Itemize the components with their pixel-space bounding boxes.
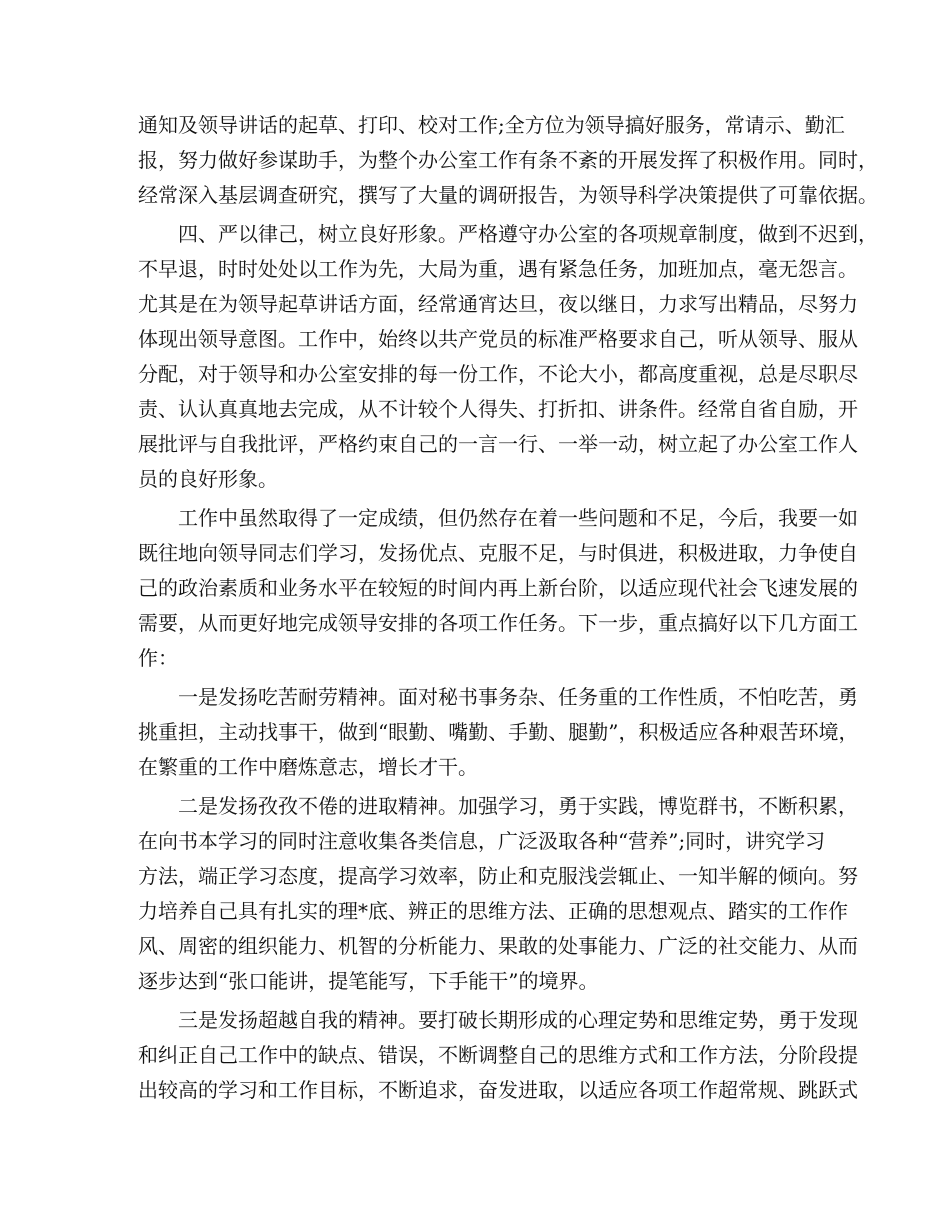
paragraph: [138, 680, 859, 785]
text-line: 体现出领导意图。工作中，始终以共产党员的标准严格要求自己，听从领导、服从: [138, 327, 858, 351]
text-line: 尤其是在为领导起草讲话方面，经常通宵达旦，夜以继日，力求写出精品，尽努力: [138, 292, 858, 316]
paragraph: [138, 217, 878, 497]
text-line: 既往地向领导同志们学习，发扬优点、克服不足，与时俱进，积极进取，力争使自: [138, 541, 858, 565]
text-line: 员的良好形象。: [138, 467, 278, 491]
text-line: 逐步达到“张口能讲，提笔能写，下手能干”的境界。: [138, 969, 599, 993]
text-line: 和纠正自己工作中的缺点、错误，不断调整自己的思维方式和工作方法，分阶段提: [138, 1043, 858, 1067]
text-line: 挑重担，主动找事干，做到“眼勤、嘴勤、手勤、腿勤”，积极适应各种艰苦环境，: [138, 720, 859, 744]
text-line: 通知及领导讲话的起草、打印、校对工作;全方位为领导搞好服务，常请示、勤汇: [138, 113, 845, 137]
paragraph: [138, 789, 858, 999]
text-line: 在向书本学习的同时注意收集各类信息，广泛汲取各种“营养”;同时，讲究学习: [138, 829, 826, 853]
text-line: 工作中虽然取得了一定成绩，但仍然存在着一些问题和不足，今后，我要一如: [178, 506, 858, 530]
paragraph: [138, 1003, 858, 1108]
text-line: 不早退，时时处处以工作为先，大局为重，遇有紧急任务，加班加点，毫无怨言。: [138, 257, 858, 281]
text-line: 一是发扬吃苦耐劳精神。面对秘书事务杂、任务重的工作性质，不怕吃苦，勇: [178, 685, 858, 709]
text-line: 四、严以律己，树立良好形象。严格遵守办公室的各项规章制度，做到不迟到，: [178, 222, 878, 246]
text-line: 经常深入基层调查研究，撰写了大量的调研报告，为领导科学决策提供了可靠依据。: [138, 183, 878, 207]
text-line: 方法，端正学习态度，提高学习效率，防止和克服浅尝辄止、一知半解的倾向。努: [138, 864, 858, 888]
text-line: 报，努力做好参谋助手，为整个办公室工作有条不紊的开展发挥了积极作用。同时，: [138, 148, 878, 172]
document-page: [138, 108, 878, 1108]
text-line: 己的政治素质和业务水平在较短的时间内再上新台阶，以适应现代社会飞速发展的: [138, 576, 858, 600]
text-line: 在繁重的工作中磨炼意志，增长才干。: [138, 755, 478, 779]
text-line: 二是发扬孜孜不倦的进取精神。加强学习，勇于实践，博览群书，不断积累，: [178, 794, 858, 818]
text-line: 风、周密的组织能力、机智的分析能力、果敢的处事能力、广泛的社交能力、从而: [138, 934, 858, 958]
paragraph: [138, 501, 858, 676]
text-line: 力培养自己具有扎实的理*底、辨正的思维方法、正确的思想观点、踏实的工作作: [138, 899, 848, 923]
text-line: 展批评与自我批评，严格约束自己的一言一行、一举一动，树立起了办公室工作人: [138, 432, 858, 456]
paragraph: [138, 108, 878, 213]
text-line: 责、认认真真地去完成，从不计较个人得失、打折扣、讲条件。经常自省自励，开: [138, 397, 858, 421]
text-line: 出较高的学习和工作目标，不断追求，奋发进取，以适应各项工作超常规、跳跃式: [138, 1078, 858, 1102]
text-line: 分配，对于领导和办公室安排的每一份工作，不论大小，都高度重视，总是尽职尽: [138, 362, 858, 386]
text-line: 三是发扬超越自我的精神。要打破长期形成的心理定势和思维定势，勇于发现: [178, 1008, 858, 1032]
text-line: 作：: [138, 646, 178, 670]
text-line: 需要，从而更好地完成领导安排的各项工作任务。下一步，重点搞好以下几方面工: [138, 611, 858, 635]
